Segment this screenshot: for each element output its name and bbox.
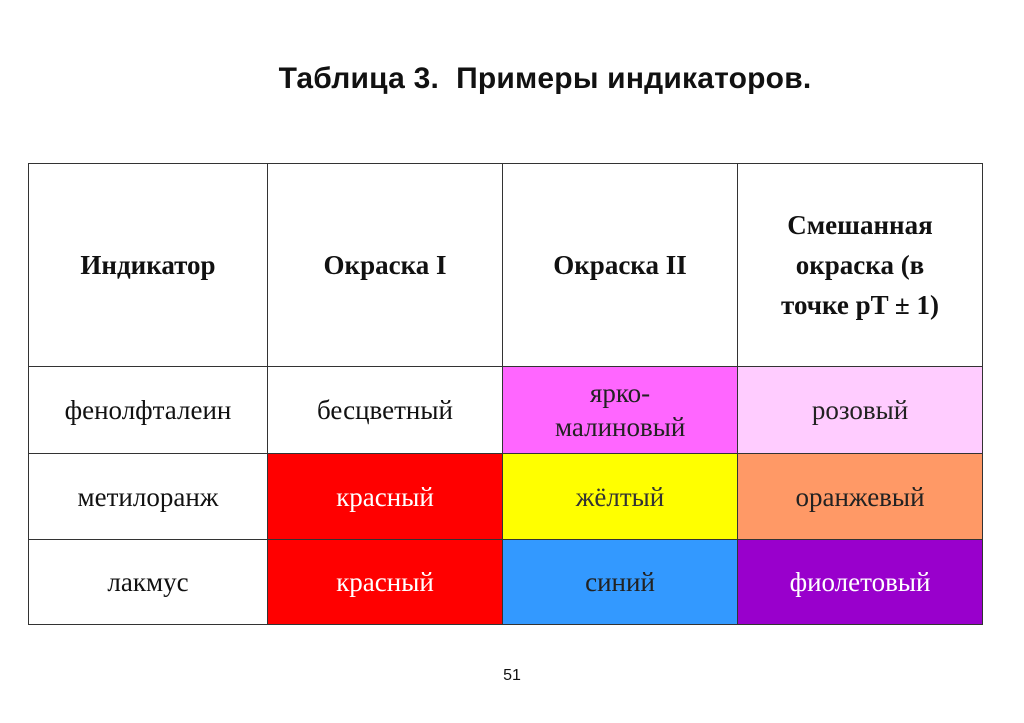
table-row [29, 540, 983, 625]
header-indicator [29, 164, 268, 367]
cell-text: бесцветный [317, 395, 453, 425]
cell-color-1 [268, 454, 503, 540]
table-header-row [29, 164, 983, 367]
page-title: Таблица 3. Примеры индикаторов. [278, 62, 812, 95]
header-color-2 [503, 164, 738, 367]
cell-text: жёлтый [575, 481, 665, 512]
cell-text: оранжевый [795, 481, 925, 512]
cell-text: красный [336, 481, 434, 512]
header-color-1-label: Окраска I [323, 250, 447, 280]
cell-indicator [29, 540, 268, 625]
cell-text: ярко-малиновый [555, 378, 686, 442]
cell-color-2 [503, 367, 738, 454]
cell-color-2 [503, 454, 738, 540]
table-row [29, 367, 983, 454]
cell-text: фенолфталеин [64, 395, 232, 425]
table-row [29, 454, 983, 540]
header-mixed-color-label: Смешанная окраска (в точке pT ± 1) [781, 210, 939, 320]
cell-indicator [29, 454, 268, 540]
header-mixed-color [738, 164, 983, 367]
cell-text: лакмус [107, 567, 189, 597]
indicator-table [28, 163, 983, 625]
cell-mixed-color [738, 454, 983, 540]
cell-color-1 [268, 540, 503, 625]
cell-text: красный [336, 567, 434, 597]
header-color-2-label: Окраска II [553, 250, 687, 280]
cell-text: розовый [811, 395, 909, 425]
cell-color-2 [503, 540, 738, 625]
cell-text: фиолетовый [789, 567, 931, 597]
cell-indicator [29, 367, 268, 454]
cell-color-1 [268, 367, 503, 454]
cell-text: синий [585, 567, 655, 597]
page-number: 51 [503, 667, 521, 684]
cell-mixed-color [738, 367, 983, 454]
header-color-1 [268, 164, 503, 367]
header-indicator-label: Индикатор [80, 250, 216, 280]
cell-text: метилоранж [77, 481, 219, 512]
cell-mixed-color [738, 540, 983, 625]
